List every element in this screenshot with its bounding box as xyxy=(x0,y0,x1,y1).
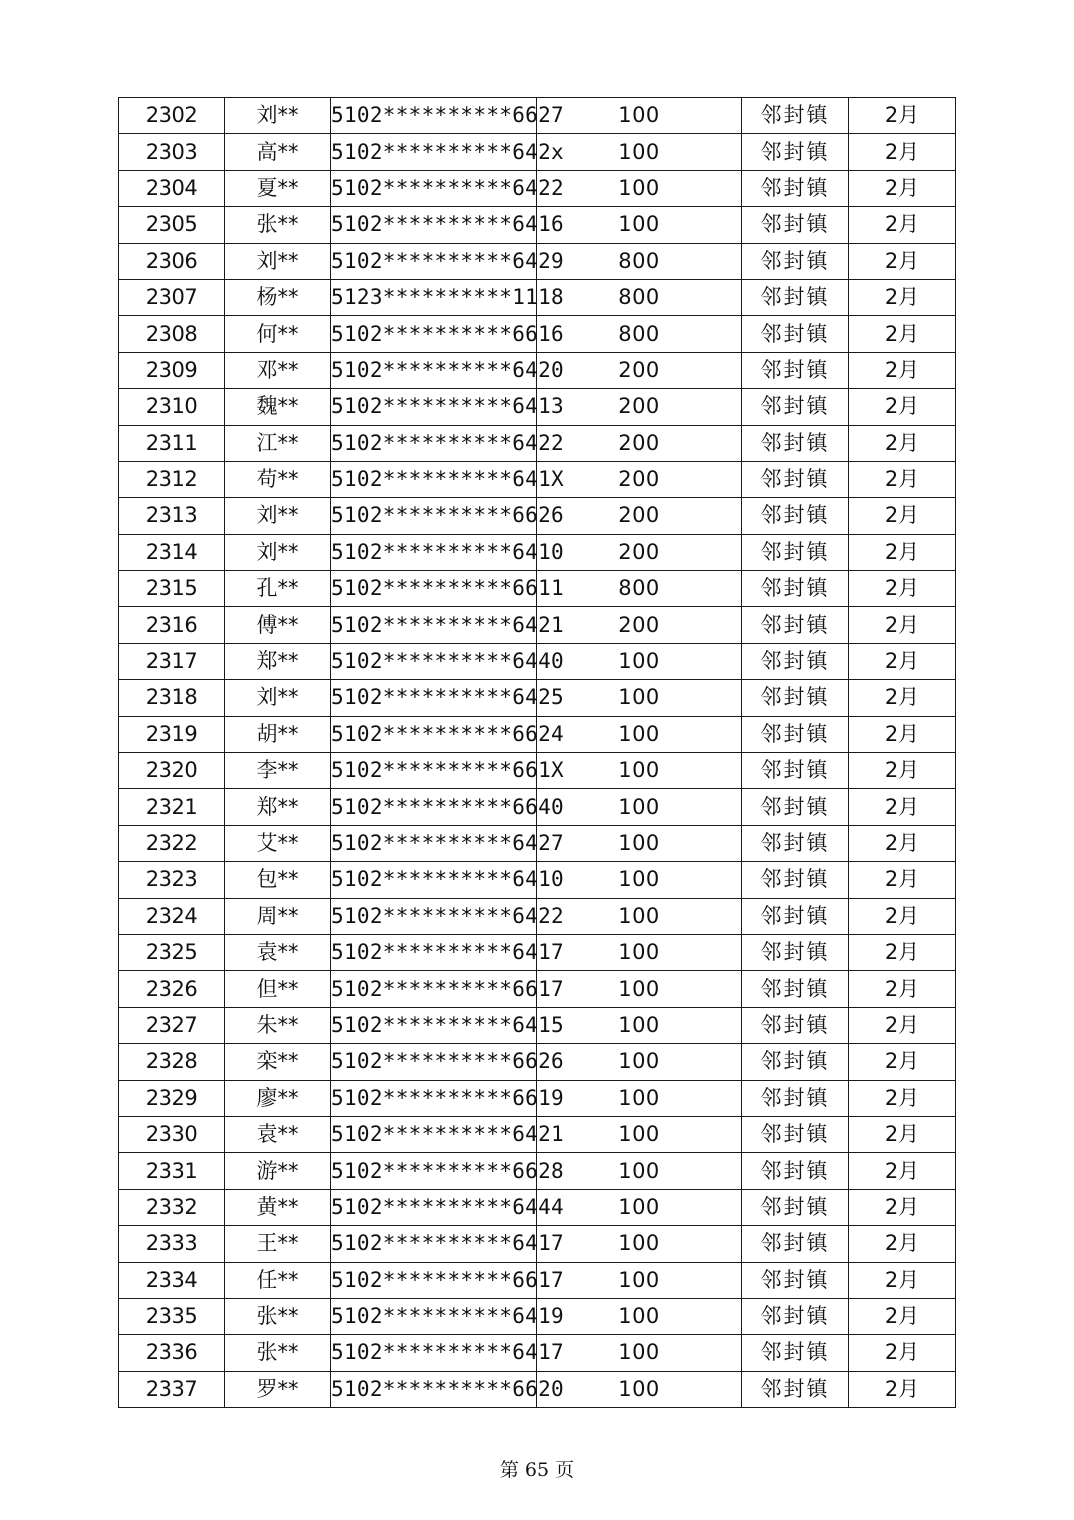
month-cell: 2月 xyxy=(849,680,956,716)
seq-number-cell: 2311 xyxy=(119,425,225,461)
seq-number-cell: 2322 xyxy=(119,825,225,861)
name-cell: 游** xyxy=(225,1153,331,1189)
id-number-cell: 5102**********6422 xyxy=(331,170,537,206)
town-cell: 邻封镇 xyxy=(742,170,849,206)
amount-cell: 800 xyxy=(537,243,742,279)
table-row xyxy=(119,425,956,461)
name-cell: 傅** xyxy=(225,607,331,643)
seq-number-cell: 2329 xyxy=(119,1080,225,1116)
table-row xyxy=(119,716,956,752)
town-cell: 邻封镇 xyxy=(742,862,849,898)
town-cell: 邻封镇 xyxy=(742,1226,849,1262)
table-row xyxy=(119,1298,956,1334)
table-row xyxy=(119,825,956,861)
seq-number-cell: 2321 xyxy=(119,789,225,825)
amount-cell: 100 xyxy=(537,971,742,1007)
town-cell: 邻封镇 xyxy=(742,753,849,789)
month-cell: 2月 xyxy=(849,1189,956,1225)
amount-cell: 100 xyxy=(537,862,742,898)
amount-cell: 200 xyxy=(537,534,742,570)
table-row xyxy=(119,534,956,570)
month-cell: 2月 xyxy=(849,498,956,534)
roster-table-body xyxy=(119,98,956,1408)
town-cell: 邻封镇 xyxy=(742,1262,849,1298)
id-number-cell: 5102**********6626 xyxy=(331,498,537,534)
name-cell: 罗** xyxy=(225,1371,331,1407)
month-cell: 2月 xyxy=(849,1116,956,1152)
month-cell: 2月 xyxy=(849,1371,956,1407)
amount-cell: 100 xyxy=(537,716,742,752)
amount-cell: 800 xyxy=(537,279,742,315)
town-cell: 邻封镇 xyxy=(742,389,849,425)
id-number-cell: 5102**********6417 xyxy=(331,1226,537,1262)
table-row xyxy=(119,316,956,352)
seq-number-cell: 2330 xyxy=(119,1116,225,1152)
month-cell: 2月 xyxy=(849,461,956,497)
town-cell: 邻封镇 xyxy=(742,898,849,934)
month-cell: 2月 xyxy=(849,98,956,134)
id-number-cell: 5102**********6421 xyxy=(331,607,537,643)
amount-cell: 100 xyxy=(537,1189,742,1225)
month-cell: 2月 xyxy=(849,1298,956,1334)
table-row xyxy=(119,934,956,970)
town-cell: 邻封镇 xyxy=(742,1335,849,1371)
amount-cell: 800 xyxy=(537,316,742,352)
table-row xyxy=(119,170,956,206)
id-number-cell: 5102**********6616 xyxy=(331,316,537,352)
amount-cell: 100 xyxy=(537,1335,742,1371)
table-row xyxy=(119,643,956,679)
name-cell: 栾** xyxy=(225,1044,331,1080)
amount-cell: 200 xyxy=(537,461,742,497)
seq-number-cell: 2302 xyxy=(119,98,225,134)
town-cell: 邻封镇 xyxy=(742,825,849,861)
table-row xyxy=(119,607,956,643)
seq-number-cell: 2319 xyxy=(119,716,225,752)
month-cell: 2月 xyxy=(849,1262,956,1298)
table-row xyxy=(119,1007,956,1043)
town-cell: 邻封镇 xyxy=(742,1153,849,1189)
table-row xyxy=(119,789,956,825)
seq-number-cell: 2318 xyxy=(119,680,225,716)
id-number-cell: 5102**********6620 xyxy=(331,1371,537,1407)
name-cell: 李** xyxy=(225,753,331,789)
amount-cell: 100 xyxy=(537,1226,742,1262)
table-row xyxy=(119,207,956,243)
town-cell: 邻封镇 xyxy=(742,789,849,825)
amount-cell: 200 xyxy=(537,389,742,425)
month-cell: 2月 xyxy=(849,971,956,1007)
name-cell: 张** xyxy=(225,207,331,243)
table-row xyxy=(119,498,956,534)
id-number-cell: 5102**********6640 xyxy=(331,789,537,825)
month-cell: 2月 xyxy=(849,389,956,425)
name-cell: 刘** xyxy=(225,498,331,534)
seq-number-cell: 2320 xyxy=(119,753,225,789)
seq-number-cell: 2326 xyxy=(119,971,225,1007)
seq-number-cell: 2307 xyxy=(119,279,225,315)
name-cell: 胡** xyxy=(225,716,331,752)
month-cell: 2月 xyxy=(849,643,956,679)
month-cell: 2月 xyxy=(849,534,956,570)
seq-number-cell: 2304 xyxy=(119,170,225,206)
seq-number-cell: 2327 xyxy=(119,1007,225,1043)
town-cell: 邻封镇 xyxy=(742,425,849,461)
town-cell: 邻封镇 xyxy=(742,1189,849,1225)
town-cell: 邻封镇 xyxy=(742,934,849,970)
month-cell: 2月 xyxy=(849,1335,956,1371)
id-number-cell: 5102**********6444 xyxy=(331,1189,537,1225)
name-cell: 包** xyxy=(225,862,331,898)
id-number-cell: 5102**********6617 xyxy=(331,1262,537,1298)
name-cell: 袁** xyxy=(225,934,331,970)
id-number-cell: 5102**********6422 xyxy=(331,898,537,934)
town-cell: 邻封镇 xyxy=(742,279,849,315)
id-number-cell: 5102**********6425 xyxy=(331,680,537,716)
amount-cell: 100 xyxy=(537,170,742,206)
month-cell: 2月 xyxy=(849,425,956,461)
name-cell: 张** xyxy=(225,1298,331,1334)
id-number-cell: 5102**********6421 xyxy=(331,1116,537,1152)
seq-number-cell: 2314 xyxy=(119,534,225,570)
id-number-cell: 5102**********6413 xyxy=(331,389,537,425)
amount-cell: 100 xyxy=(537,98,742,134)
name-cell: 朱** xyxy=(225,1007,331,1043)
id-number-cell: 5102**********6619 xyxy=(331,1080,537,1116)
month-cell: 2月 xyxy=(849,316,956,352)
table-row xyxy=(119,862,956,898)
town-cell: 邻封镇 xyxy=(742,316,849,352)
amount-cell: 100 xyxy=(537,825,742,861)
id-number-cell: 5102**********6422 xyxy=(331,425,537,461)
id-number-cell: 5102**********661X xyxy=(331,753,537,789)
table-row xyxy=(119,1153,956,1189)
town-cell: 邻封镇 xyxy=(742,607,849,643)
name-cell: 邓** xyxy=(225,352,331,388)
month-cell: 2月 xyxy=(849,716,956,752)
table-row xyxy=(119,461,956,497)
name-cell: 何** xyxy=(225,316,331,352)
id-number-cell: 5102**********6410 xyxy=(331,534,537,570)
month-cell: 2月 xyxy=(849,279,956,315)
seq-number-cell: 2316 xyxy=(119,607,225,643)
id-number-cell: 5102**********6429 xyxy=(331,243,537,279)
amount-cell: 200 xyxy=(537,607,742,643)
month-cell: 2月 xyxy=(849,789,956,825)
id-number-cell: 5102**********6417 xyxy=(331,1335,537,1371)
table-row xyxy=(119,98,956,134)
seq-number-cell: 2323 xyxy=(119,862,225,898)
table-row xyxy=(119,243,956,279)
amount-cell: 100 xyxy=(537,753,742,789)
amount-cell: 100 xyxy=(537,1298,742,1334)
id-number-cell: 5102**********6627 xyxy=(331,98,537,134)
table-row xyxy=(119,680,956,716)
month-cell: 2月 xyxy=(849,1044,956,1080)
seq-number-cell: 2313 xyxy=(119,498,225,534)
town-cell: 邻封镇 xyxy=(742,1298,849,1334)
seq-number-cell: 2324 xyxy=(119,898,225,934)
amount-cell: 100 xyxy=(537,1262,742,1298)
id-number-cell: 5102**********6611 xyxy=(331,571,537,607)
month-cell: 2月 xyxy=(849,1226,956,1262)
table-row xyxy=(119,1189,956,1225)
id-number-cell: 5102**********6417 xyxy=(331,934,537,970)
month-cell: 2月 xyxy=(849,352,956,388)
month-cell: 2月 xyxy=(849,1080,956,1116)
table-row xyxy=(119,352,956,388)
seq-number-cell: 2312 xyxy=(119,461,225,497)
table-row xyxy=(119,1262,956,1298)
id-number-cell: 5102**********6420 xyxy=(331,352,537,388)
seq-number-cell: 2303 xyxy=(119,134,225,170)
name-cell: 江** xyxy=(225,425,331,461)
town-cell: 邻封镇 xyxy=(742,716,849,752)
table-row xyxy=(119,753,956,789)
id-number-cell: 5102**********642x xyxy=(331,134,537,170)
month-cell: 2月 xyxy=(849,1007,956,1043)
name-cell: 黄** xyxy=(225,1189,331,1225)
amount-cell: 100 xyxy=(537,1044,742,1080)
town-cell: 邻封镇 xyxy=(742,971,849,1007)
name-cell: 任** xyxy=(225,1262,331,1298)
month-cell: 2月 xyxy=(849,753,956,789)
amount-cell: 200 xyxy=(537,352,742,388)
month-cell: 2月 xyxy=(849,934,956,970)
amount-cell: 100 xyxy=(537,1080,742,1116)
town-cell: 邻封镇 xyxy=(742,461,849,497)
name-cell: 魏** xyxy=(225,389,331,425)
name-cell: 刘** xyxy=(225,98,331,134)
month-cell: 2月 xyxy=(849,243,956,279)
id-number-cell: 5102**********6416 xyxy=(331,207,537,243)
name-cell: 王** xyxy=(225,1226,331,1262)
month-cell: 2月 xyxy=(849,898,956,934)
seq-number-cell: 2308 xyxy=(119,316,225,352)
amount-cell: 100 xyxy=(537,789,742,825)
name-cell: 张** xyxy=(225,1335,331,1371)
name-cell: 艾** xyxy=(225,825,331,861)
seq-number-cell: 2310 xyxy=(119,389,225,425)
amount-cell: 100 xyxy=(537,898,742,934)
name-cell: 袁** xyxy=(225,1116,331,1152)
amount-cell: 200 xyxy=(537,425,742,461)
id-number-cell: 5123**********1118 xyxy=(331,279,537,315)
name-cell: 刘** xyxy=(225,243,331,279)
seq-number-cell: 2306 xyxy=(119,243,225,279)
town-cell: 邻封镇 xyxy=(742,243,849,279)
id-number-cell: 5102**********6415 xyxy=(331,1007,537,1043)
id-number-cell: 5102**********641X xyxy=(331,461,537,497)
id-number-cell: 5102**********6419 xyxy=(331,1298,537,1334)
month-cell: 2月 xyxy=(849,170,956,206)
amount-cell: 200 xyxy=(537,498,742,534)
seq-number-cell: 2309 xyxy=(119,352,225,388)
town-cell: 邻封镇 xyxy=(742,1371,849,1407)
seq-number-cell: 2331 xyxy=(119,1153,225,1189)
amount-cell: 100 xyxy=(537,1007,742,1043)
table-row xyxy=(119,389,956,425)
table-row xyxy=(119,1044,956,1080)
seq-number-cell: 2332 xyxy=(119,1189,225,1225)
town-cell: 邻封镇 xyxy=(742,1116,849,1152)
id-number-cell: 5102**********6410 xyxy=(331,862,537,898)
seq-number-cell: 2337 xyxy=(119,1371,225,1407)
town-cell: 邻封镇 xyxy=(742,1080,849,1116)
table-row xyxy=(119,134,956,170)
id-number-cell: 5102**********6624 xyxy=(331,716,537,752)
table-row xyxy=(119,898,956,934)
town-cell: 邻封镇 xyxy=(742,534,849,570)
seq-number-cell: 2328 xyxy=(119,1044,225,1080)
amount-cell: 100 xyxy=(537,643,742,679)
town-cell: 邻封镇 xyxy=(742,680,849,716)
table-row xyxy=(119,571,956,607)
amount-cell: 100 xyxy=(537,934,742,970)
town-cell: 邻封镇 xyxy=(742,571,849,607)
seq-number-cell: 2334 xyxy=(119,1262,225,1298)
name-cell: 苟** xyxy=(225,461,331,497)
id-number-cell: 5102**********6626 xyxy=(331,1044,537,1080)
id-number-cell: 5102**********6628 xyxy=(331,1153,537,1189)
name-cell: 廖** xyxy=(225,1080,331,1116)
name-cell: 刘** xyxy=(225,680,331,716)
month-cell: 2月 xyxy=(849,134,956,170)
month-cell: 2月 xyxy=(849,607,956,643)
name-cell: 郑** xyxy=(225,789,331,825)
town-cell: 邻封镇 xyxy=(742,207,849,243)
town-cell: 邻封镇 xyxy=(742,134,849,170)
seq-number-cell: 2336 xyxy=(119,1335,225,1371)
table-row xyxy=(119,279,956,315)
town-cell: 邻封镇 xyxy=(742,352,849,388)
id-number-cell: 5102**********6440 xyxy=(331,643,537,679)
amount-cell: 100 xyxy=(537,1153,742,1189)
table-row xyxy=(119,971,956,1007)
seq-number-cell: 2333 xyxy=(119,1226,225,1262)
amount-cell: 100 xyxy=(537,134,742,170)
amount-cell: 100 xyxy=(537,1371,742,1407)
town-cell: 邻封镇 xyxy=(742,1007,849,1043)
month-cell: 2月 xyxy=(849,207,956,243)
roster-table xyxy=(118,97,956,1408)
table-row xyxy=(119,1226,956,1262)
seq-number-cell: 2315 xyxy=(119,571,225,607)
month-cell: 2月 xyxy=(849,862,956,898)
id-number-cell: 5102**********6617 xyxy=(331,971,537,1007)
table-row xyxy=(119,1116,956,1152)
id-number-cell: 5102**********6427 xyxy=(331,825,537,861)
name-cell: 但** xyxy=(225,971,331,1007)
month-cell: 2月 xyxy=(849,1153,956,1189)
page-number: 第 65 页 xyxy=(499,1459,575,1481)
month-cell: 2月 xyxy=(849,571,956,607)
town-cell: 邻封镇 xyxy=(742,98,849,134)
month-cell: 2月 xyxy=(849,825,956,861)
town-cell: 邻封镇 xyxy=(742,498,849,534)
name-cell: 高** xyxy=(225,134,331,170)
seq-number-cell: 2305 xyxy=(119,207,225,243)
seq-number-cell: 2325 xyxy=(119,934,225,970)
amount-cell: 100 xyxy=(537,680,742,716)
amount-cell: 100 xyxy=(537,207,742,243)
name-cell: 郑** xyxy=(225,643,331,679)
name-cell: 刘** xyxy=(225,534,331,570)
amount-cell: 800 xyxy=(537,571,742,607)
table-row xyxy=(119,1371,956,1407)
name-cell: 周** xyxy=(225,898,331,934)
amount-cell: 100 xyxy=(537,1116,742,1152)
table-row xyxy=(119,1335,956,1371)
town-cell: 邻封镇 xyxy=(742,1044,849,1080)
town-cell: 邻封镇 xyxy=(742,643,849,679)
table-row xyxy=(119,1080,956,1116)
seq-number-cell: 2335 xyxy=(119,1298,225,1334)
name-cell: 杨** xyxy=(225,279,331,315)
name-cell: 孔** xyxy=(225,571,331,607)
seq-number-cell: 2317 xyxy=(119,643,225,679)
name-cell: 夏** xyxy=(225,170,331,206)
